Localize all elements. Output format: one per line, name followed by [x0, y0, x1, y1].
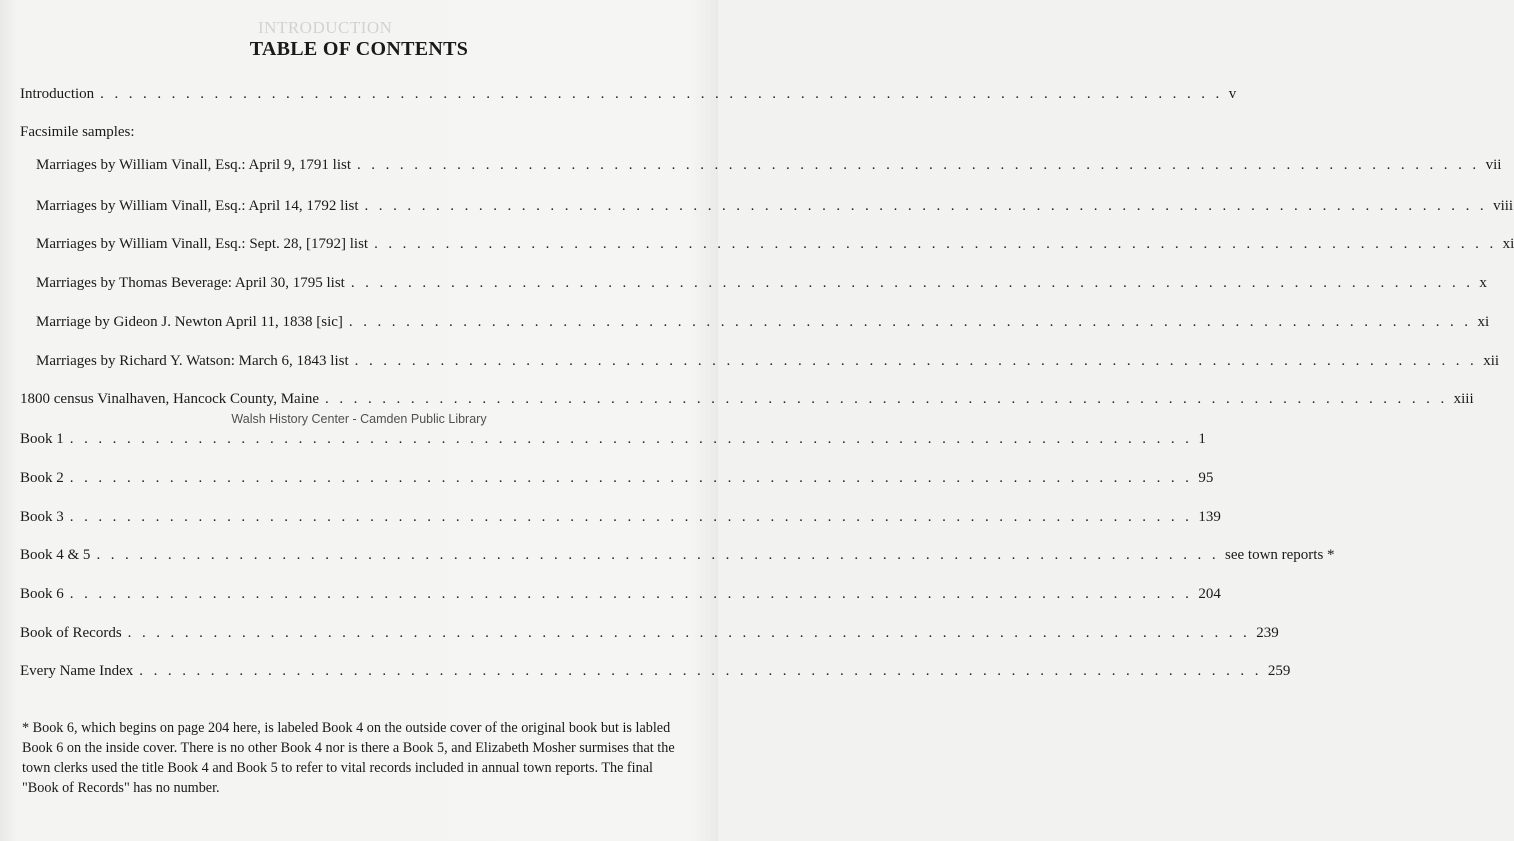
- toc-entry-label: Marriages by Thomas Beverage: April 30, 1795 list: [36, 275, 345, 291]
- leader-dots: . . . . . . . . . . . . . . . . . . . . . . . . . . . . . . . . . . . . . . . . . . . . . . . . . . . . . . . . . . . . . . . . . . . . . . . . . . . . . . .: [357, 157, 1480, 173]
- toc-entry-label: Book 3: [20, 509, 64, 525]
- toc-entry-label: Book 6: [20, 586, 64, 602]
- toc-entry-book-1: [20, 431, 1206, 448]
- footnote: * Book 6, which begins on page 204 here, is labeled Book 4 on the outside cover of the original book but is labled Book 6 on the inside cover. There is no other Book 4 nor is there a Book 5, and Elizabeth Mosher surmises that the town clerks used the title Book 4 and Book 5 to refer to vital records included in annual town reports. The final "Book of Records" has no number.: [22, 720, 675, 796]
- toc-entry: [36, 157, 1502, 174]
- toc-entry-label: Marriage by Gideon J. Newton April 11, 1838 [sic]: [36, 314, 343, 330]
- toc-entry-page: 204: [1198, 586, 1221, 602]
- toc-entry-label: Book 2: [20, 470, 64, 486]
- leader-dots: . . . . . . . . . . . . . . . . . . . . . . . . . . . . . . . . . . . . . . . . . . . . . . . . . . . . . . . . . . . . . . . . . . . . . . . . . . . . . . .: [139, 663, 1262, 679]
- toc-entry-label: Book of Records: [20, 625, 122, 641]
- toc-entry-label: Introduction: [20, 86, 95, 102]
- toc-entry: [36, 198, 1514, 215]
- toc-entry-page: xi: [1502, 236, 1514, 252]
- toc-entry-page: 259: [1267, 663, 1291, 679]
- leader-dots: . . . . . . . . . . . . . . . . . . . . . . . . . . . . . . . . . . . . . . . . . . . . . . . . . . . . . . . . . . . . . . . . . . . . . . . . . . . . . . .: [364, 198, 1488, 214]
- toc-entry-book-3: [20, 509, 1221, 526]
- toc-entry-page: xii: [1483, 353, 1500, 369]
- leader-dots: . . . . . . . . . . . . . . . . . . . . . . . . . . . . . . . . . . . . . . . . . . . . . . . . . . . . . . . . . . . . . . . . . . . . . . . . . . . . . . .: [127, 625, 1251, 641]
- toc-entry-page: 95: [1198, 470, 1214, 486]
- toc-entry-book-4-5: [20, 547, 1335, 564]
- toc-entry-page: 239: [1256, 625, 1279, 641]
- leader-dots: . . . . . . . . . . . . . . . . . . . . . . . . . . . . . . . . . . . . . . . . . . . . . . . . . . . . . . . . . . . . . . . . . . . . . . . . . . . . . . .: [69, 470, 1193, 486]
- toc-entry-page: viii: [1493, 198, 1514, 214]
- toc-entry: [20, 391, 1474, 408]
- page-title: TABLE OF CONTENTS: [249, 38, 469, 60]
- leader-dots: . . . . . . . . . . . . . . . . . . . . . . . . . . . . . . . . . . . . . . . . . . . . . . . . . . . . . . . . . . . . . . . . . . . . . . . . . . . . . . .: [69, 586, 1193, 602]
- toc-entry-book-6: [20, 586, 1221, 603]
- leader-dots: . . . . . . . . . . . . . . . . . . . . . . . . . . . . . . . . . . . . . . . . . . . . . . . . . . . . . . . . . . . . . . . . . . . . . . . . . . . . . . .: [69, 431, 1193, 447]
- leader-dots: . . . . . . . . . . . . . . . . . . . . . . . . . . . . . . . . . . . . . . . . . . . . . . . . . . . . . . . . . . . . . . . . . . . . . . . . . . . . . . .: [69, 509, 1193, 525]
- toc-entry-page: vii: [1485, 157, 1502, 173]
- ghost-header: INTRODUCTION: [258, 18, 393, 37]
- toc-entry-page: 1: [1198, 431, 1206, 447]
- toc-entry-book-of-records: [20, 625, 1279, 642]
- toc-entry-label: Marriages by Richard Y. Watson: March 6, 1843 list: [36, 353, 349, 369]
- toc-entry-book-2: [20, 470, 1214, 487]
- toc-entry-label: Every Name Index: [20, 663, 134, 679]
- toc-entry-page: xi: [1477, 314, 1490, 330]
- leader-dots: . . . . . . . . . . . . . . . . . . . . . . . . . . . . . . . . . . . . . . . . . . . . . . . . . . . . . . . . . . . . . . . . . . . . . . . . . . . . . . .: [374, 236, 1497, 252]
- leader-dots: . . . . . . . . . . . . . . . . . . . . . . . . . . . . . . . . . . . . . . . . . . . . . . . . . . . . . . . . . . . . . . . . . . . . . . . . . . . . . . .: [348, 314, 1472, 330]
- toc-entry-label: Book 1: [20, 431, 64, 447]
- toc-entry-page: x: [1479, 275, 1487, 291]
- toc-entry-label: Book 4 & 5: [20, 547, 91, 563]
- leader-dots: . . . . . . . . . . . . . . . . . . . . . . . . . . . . . . . . . . . . . . . . . . . . . . . . . . . . . . . . . . . . . . . . . . . . . . . . . . . . . . .: [325, 391, 1448, 407]
- toc-entry-label: Marriages by William Vinall, Esq.: April 9, 1791 list: [36, 157, 351, 173]
- toc-entry: [36, 353, 1500, 370]
- leader-dots: . . . . . . . . . . . . . . . . . . . . . . . . . . . . . . . . . . . . . . . . . . . . . . . . . . . . . . . . . . . . . . . . . . . . . . . . . . . . . . .: [354, 353, 1478, 369]
- toc-entry: [36, 275, 1487, 292]
- leader-dots: . . . . . . . . . . . . . . . . . . . . . . . . . . . . . . . . . . . . . . . . . . . . . . . . . . . . . . . . . . . . . . . . . . . . . . . . . . . . . . .: [350, 275, 1474, 291]
- toc-entry-label: Marriages by William Vinall, Esq.: Sept. 28, [1792] list: [36, 236, 369, 252]
- leader-dots: . . . . . . . . . . . . . . . . . . . . . . . . . . . . . . . . . . . . . . . . . . . . . . . . . . . . . . . . . . . . . . . . . . . . . . . . . . . . . . .: [100, 86, 1223, 102]
- toc-entry-every-name-index: [20, 663, 1291, 680]
- toc-entry-label: Marriages by William Vinall, Esq.: April 14, 1792 list: [36, 198, 359, 214]
- toc-entry-label: 1800 census Vinalhaven, Hancock County, Maine: [20, 391, 320, 407]
- toc-entry: [36, 314, 1490, 331]
- toc-entry-page: see town reports *: [1225, 547, 1335, 563]
- facsimile-heading: Facsimile samples:: [20, 124, 135, 140]
- toc-entry-page: v: [1228, 86, 1237, 102]
- toc-entry-page: xiii: [1453, 391, 1474, 407]
- leader-dots: . . . . . . . . . . . . . . . . . . . . . . . . . . . . . . . . . . . . . . . . . . . . . . . . . . . . . . . . . . . . . . . . . . . . . . . . . . . . . . .: [96, 547, 1219, 563]
- toc-entry-introduction: [20, 86, 1237, 103]
- toc-entry-page: 139: [1198, 509, 1221, 525]
- library-watermark: Walsh History Center - Camden Public Library: [231, 412, 487, 426]
- toc-entry: [36, 236, 1514, 253]
